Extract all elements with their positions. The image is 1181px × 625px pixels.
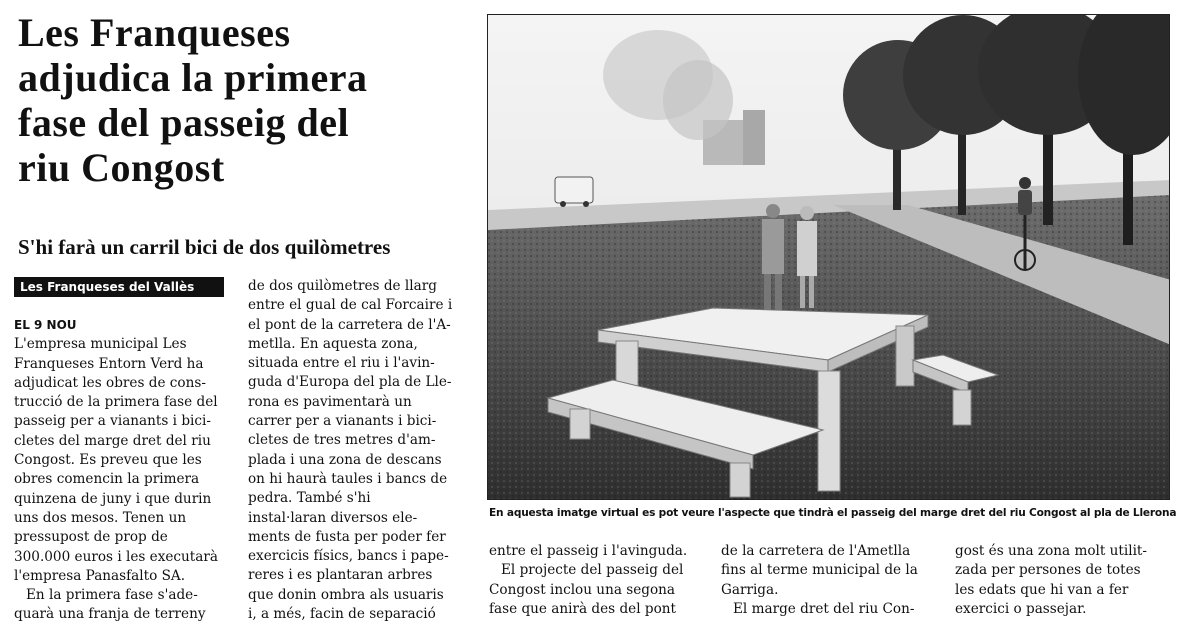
headline-line: riu Congost [18, 145, 225, 190]
paragraph [955, 542, 1177, 619]
van [555, 177, 593, 203]
text-line: Franqueses Entorn Verd ha [14, 355, 204, 372]
text-line: 300.000 euros i les executarà [14, 548, 218, 565]
text-line: exercici o passejar. [955, 600, 1087, 617]
text-line: guda d'Europa del pla de Lle- [248, 374, 452, 391]
text-line: zada per persones de totes [955, 562, 1141, 579]
article-column-2 [248, 277, 474, 624]
text-line: instal·laran diversos ele- [248, 509, 418, 526]
article-column-1 [14, 316, 240, 625]
paragraph [489, 542, 709, 561]
text-line: de la carretera de l'Ametlla [721, 543, 911, 559]
text-line: El projecte del passeig del [501, 562, 684, 579]
text-line: L'empresa municipal Les [14, 336, 187, 353]
text-line: l'empresa Panasfalto SA. [14, 567, 186, 584]
text-line: entre el passeig i l'avinguda. [489, 543, 688, 559]
article-column-4 [721, 542, 943, 619]
text-line: ments de fusta per poder fer [248, 528, 446, 545]
text-line: cletes de tres metres d'am- [248, 432, 436, 449]
text-line: que donin ombra als usuaris [248, 586, 444, 603]
text-line: metlla. En aquesta zona, [248, 335, 418, 352]
paragraph [721, 600, 943, 619]
text-line: passeig per a vianants i bici- [14, 413, 211, 430]
article-column-5 [955, 542, 1177, 619]
text-line: El marge dret del riu Con- [733, 600, 915, 617]
text-line: quinzena de juny i que durin [14, 490, 212, 507]
text-line: les edats que hi van a fer [955, 581, 1129, 598]
text-line: En la primera fase s'ade- [26, 587, 198, 604]
text-line: situada entre el riu i l'avin- [248, 355, 435, 372]
subheadline: S'hi farà un carril bici de dos quilòmetres [18, 235, 391, 259]
text-line: on hi haurà taules i bancs de [248, 470, 448, 487]
text-line: fase que anirà des del pont [489, 600, 676, 617]
photo-caption: En aquesta imatge virtual es pot veure l'aspecte que tindrà el passeig del marge dret del riu Congost al pla de Llerona [489, 507, 1177, 519]
distant-building [743, 110, 765, 165]
text-line: plada i una zona de descans [248, 451, 442, 468]
text-line: Congost inclou una segona [489, 581, 676, 598]
text-line: gost és una zona molt utilit- [955, 543, 1147, 559]
text-line: fins al terme municipal de la [721, 562, 918, 579]
text-line: uns dos mesos. Tenen un [14, 509, 187, 526]
dateline: EL 9 NOU [14, 318, 77, 332]
paragraph [489, 561, 709, 619]
text-line: i, a més, facin de separació [248, 606, 436, 623]
headline-line: adjudica la primera [18, 55, 368, 100]
article-photo [487, 14, 1170, 500]
headline-line: fase del passeig del [18, 100, 350, 145]
paragraph [721, 542, 943, 600]
text-line: carrer per a vianants i bici- [248, 413, 437, 430]
paragraph [14, 335, 240, 586]
text-line: pedra. També s'hi [248, 490, 371, 507]
text-line: trucció de la primera fase del [14, 394, 218, 411]
text-line: rona es pavimentarà un [248, 393, 412, 410]
text-line: quarà una franja de terreny [14, 606, 206, 623]
article-column-3 [489, 542, 709, 619]
text-line: adjudicat les obres de cons- [14, 374, 206, 391]
paragraph [248, 277, 474, 624]
location-tag: Les Franqueses del Vallès [14, 277, 224, 297]
headline-line: Les Franqueses [18, 10, 291, 55]
text-line: Congost. Es preveu que les [14, 452, 202, 469]
headline [18, 10, 468, 190]
text-line: Garriga. [721, 581, 779, 598]
text-line: obres comencin la primera [14, 471, 200, 488]
text-line: el pont de la carretera de l'A- [248, 316, 451, 333]
text-line: entre el gual de cal Forcaire i [248, 297, 453, 314]
text-line: pressupost de prop de [14, 529, 168, 546]
text-line: de dos quilòmetres de llarg [248, 278, 437, 294]
text-line: cletes del marge dret del riu [14, 432, 211, 449]
text-line: reres i es plantaran arbres [248, 567, 433, 584]
paragraph [14, 586, 240, 625]
text-line: exercicis físics, bancs i pape- [248, 548, 449, 565]
photo-rendering [488, 15, 1170, 500]
